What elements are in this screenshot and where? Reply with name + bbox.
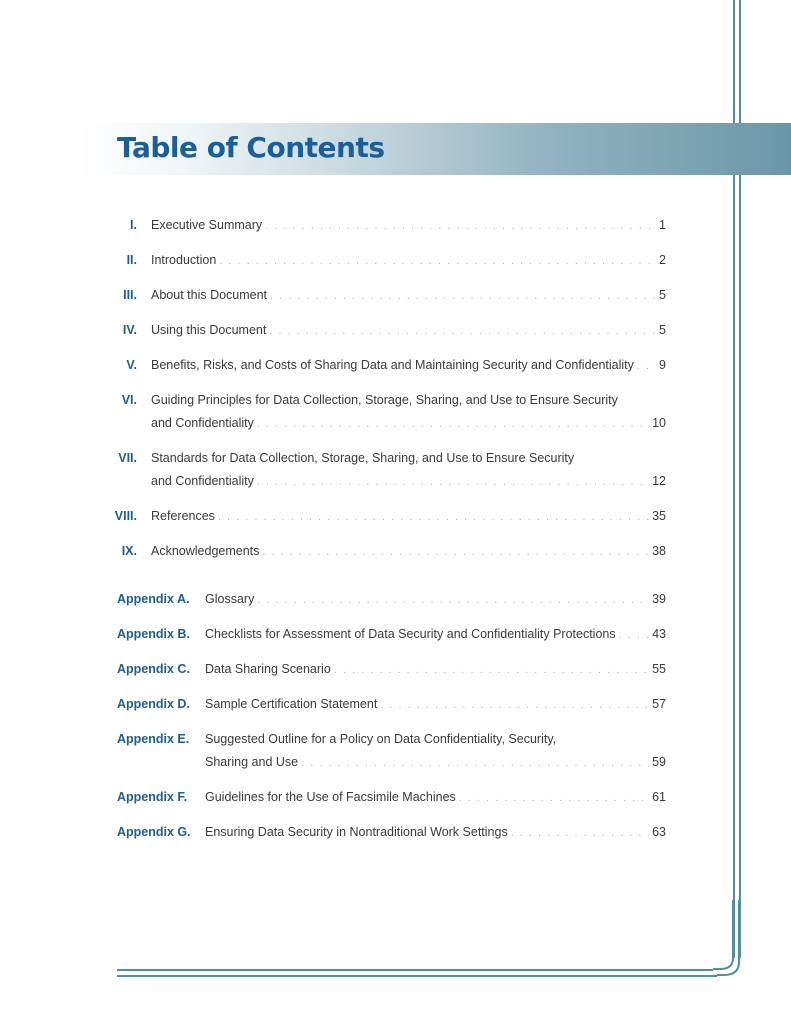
page-number: 5 (659, 288, 666, 302)
page-number: 57 (652, 697, 666, 711)
dot-leader (459, 792, 649, 804)
page-number: 1 (659, 218, 666, 232)
toc-entry-title: Sample Certification Statement (205, 697, 378, 711)
toc-entry-title: Guiding Principles for Data Collection, Storage, Sharing, and Use to Ensure Security (151, 393, 618, 407)
toc-line (151, 509, 666, 529)
page-number: 43 (652, 627, 666, 641)
section-number: III. (123, 288, 137, 302)
page-number: 10 (652, 416, 666, 430)
toc-line (151, 218, 666, 238)
page-frame-bottom-inner (117, 969, 713, 971)
section-number: I. (130, 218, 137, 232)
page-number: 59 (652, 755, 666, 769)
toc-line (151, 288, 666, 308)
section-number: IV. (122, 323, 137, 337)
toc-line (205, 825, 666, 845)
toc-entry-title: References (151, 509, 215, 523)
toc-entry-title: Ensuring Data Security in Nontraditional Work Settings (205, 825, 508, 839)
toc-line (205, 592, 666, 612)
toc-entry-title: Suggested Outline for a Policy on Data Confidentiality, Security, (205, 732, 557, 746)
toc-entry-title: Standards for Data Collection, Storage, Sharing, and Use to Ensure Security (151, 451, 575, 465)
page-number: 2 (659, 253, 666, 267)
toc-entry-title: Checklists for Assessment of Data Security and Confidentiality Protections (205, 627, 616, 641)
dot-leader (219, 255, 656, 267)
section-number: IX. (121, 544, 137, 558)
toc-line (205, 732, 556, 752)
toc-line (151, 358, 666, 378)
toc-line (151, 393, 618, 413)
dot-leader (619, 629, 649, 641)
toc-line (205, 627, 666, 647)
toc-entry[interactable] (0, 627, 791, 647)
dot-leader (270, 290, 656, 302)
toc-entry[interactable] (0, 253, 791, 273)
toc-line (205, 755, 666, 775)
toc-entry-title: Data Sharing Scenario (205, 662, 331, 676)
dot-leader (218, 511, 649, 523)
toc-entry[interactable] (0, 509, 791, 529)
toc-entry[interactable] (0, 662, 791, 682)
toc-entry-title: Guidelines for the Use of Facsimile Machines (205, 790, 456, 804)
toc-line (151, 416, 666, 436)
dot-leader (301, 757, 649, 769)
toc-entry[interactable] (0, 218, 791, 238)
page-number: 9 (659, 358, 666, 372)
section-number: II. (126, 253, 137, 267)
dot-leader (511, 827, 649, 839)
dot-leader (257, 594, 649, 606)
toc-line (205, 697, 666, 717)
page-number: 39 (652, 592, 666, 606)
dot-leader (265, 220, 656, 232)
toc-entry-continuation[interactable] (0, 416, 791, 436)
toc-entry[interactable] (0, 790, 791, 810)
toc-entry[interactable] (0, 323, 791, 343)
toc-entry-continuation[interactable] (0, 474, 791, 494)
toc-entry-title: Using this Document (151, 323, 267, 337)
toc-entry[interactable] (0, 358, 791, 378)
page-frame-bottom-outer (117, 975, 717, 977)
toc-line (205, 790, 666, 810)
page-number: 61 (652, 790, 666, 804)
toc-entry-title: Acknowledgements (151, 544, 260, 558)
page-number: 55 (652, 662, 666, 676)
toc-entry[interactable] (0, 732, 791, 752)
toc-entry[interactable] (0, 544, 791, 564)
appendix-label: Appendix B. (117, 627, 190, 641)
toc-line (151, 544, 666, 564)
dot-leader (257, 476, 649, 488)
page-number: 12 (652, 474, 666, 488)
page-number: 63 (652, 825, 666, 839)
toc-entry-title: Introduction (151, 253, 217, 267)
toc-entry-title: Sharing and Use (205, 755, 299, 769)
appendix-label: Appendix G. (117, 825, 191, 839)
toc-line (151, 323, 666, 343)
toc-line (151, 253, 666, 273)
page-number: 35 (652, 509, 666, 523)
page-number: 38 (652, 544, 666, 558)
dot-leader (637, 360, 656, 372)
section-number: VIII. (114, 509, 137, 523)
toc-entry[interactable] (0, 393, 791, 413)
page-number: 5 (659, 323, 666, 337)
dot-leader (334, 664, 649, 676)
appendix-label: Appendix D. (117, 697, 190, 711)
toc-entry-title: Glossary (205, 592, 255, 606)
section-number: VII. (118, 451, 137, 465)
page-frame-corner (680, 900, 750, 980)
appendix-label: Appendix A. (117, 592, 190, 606)
toc-line (151, 451, 574, 471)
appendix-label: Appendix C. (117, 662, 190, 676)
dot-leader (269, 325, 656, 337)
appendix-label: Appendix F. (117, 790, 188, 804)
toc-entry[interactable] (0, 592, 791, 612)
toc-entry[interactable] (0, 288, 791, 308)
toc-entry-continuation[interactable] (0, 755, 791, 775)
section-number: VI. (121, 393, 137, 407)
toc-line (205, 662, 666, 682)
toc-line (151, 474, 666, 494)
dot-leader (380, 699, 649, 711)
toc-entry[interactable] (0, 451, 791, 471)
toc-entry-title: and Confidentiality (151, 474, 254, 488)
toc-entry-title: Executive Summary (151, 218, 263, 232)
toc-entry-title: Benefits, Risks, and Costs of Sharing Data and Maintaining Security and Confidentiality (151, 358, 634, 372)
section-number: V. (126, 358, 137, 372)
toc-entry-title: and Confidentiality (151, 416, 254, 430)
page-title: Table of Contents (117, 131, 385, 164)
dot-leader (262, 546, 649, 558)
appendix-label: Appendix E. (117, 732, 190, 746)
toc-entry-title: About this Document (151, 288, 268, 302)
toc-entry[interactable] (0, 825, 791, 845)
toc-entry[interactable] (0, 697, 791, 717)
dot-leader (257, 418, 649, 430)
